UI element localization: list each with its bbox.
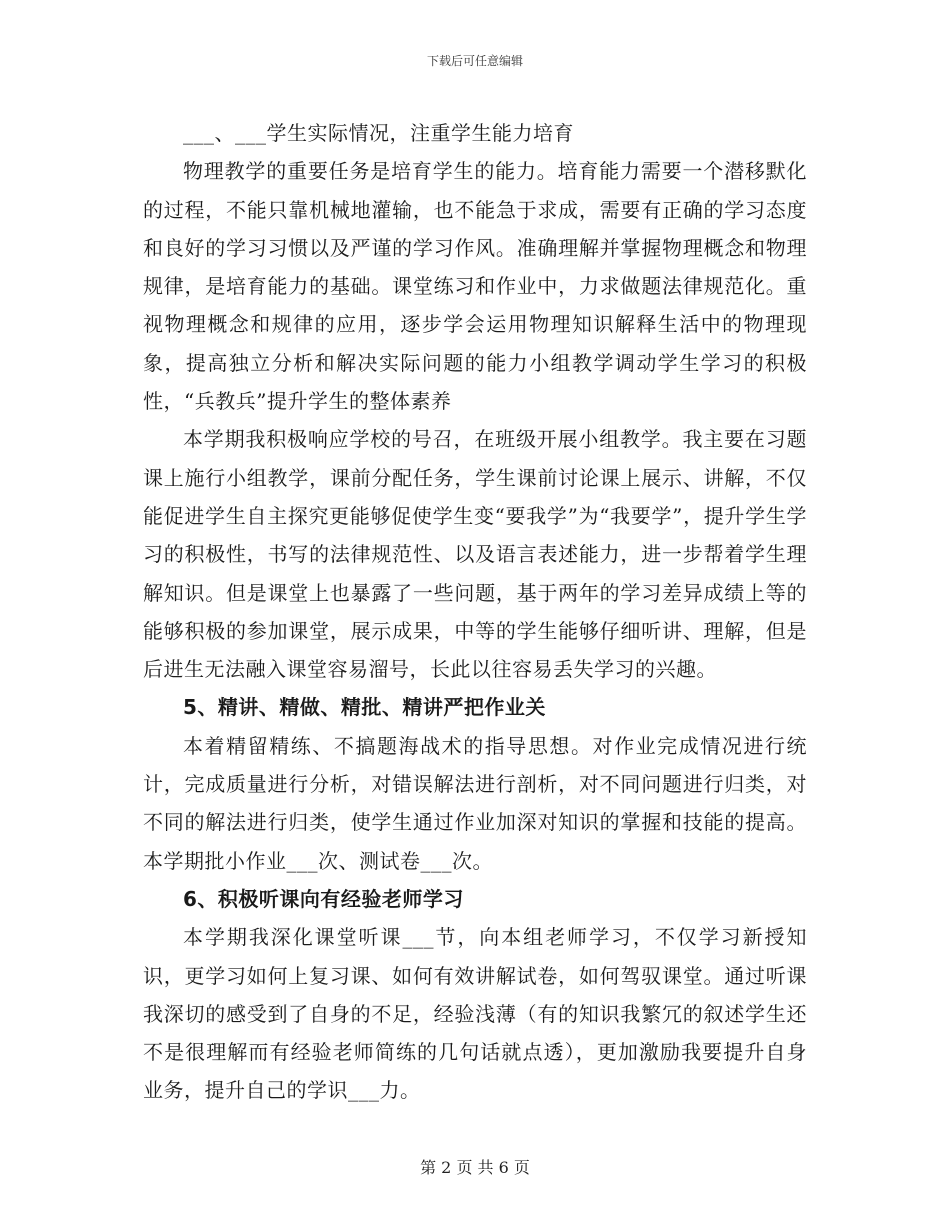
page-header: 下载后可任意编辑 bbox=[426, 54, 523, 68]
paragraph-ability-training: 物理教学的重要任务是培育学生的能力。培育能力需要一个潜移默化的过程，不能只靠机械地灌输，也不能急于求成，需要有正确的学习态度和良好的学习习惯以及严谨的学习作风。准确理解并掌握物理概念和物理规律，是培育能力的基础。课堂练习和作业中，力求做题法律规范化。重视物理概念和规律的应用，逐步学会运用物理知识解释生活中的物理现象，提高独立分析和解决实际问题的能力小组教学调动学生学习的积极性，“兵教兵”提升学生的整体素养 bbox=[143, 159, 807, 414]
section-heading-student-ability: ___、___学生实际情况，注重学生能力培育 bbox=[183, 121, 574, 145]
paragraph-group-teaching: 本学期我积极响应学校的号召，在班级开展小组教学。我主要在习题课上施行小组教学，课前分配任务，学生课前讨论课上展示、讲解，不仅能促进学生自主探究更能够促使学生变“要我学”为“我要学”，提升学生学习的积极性，书写的法律规范性、以及语言表述能力，进一步帮着学生理解知识。但是课堂上也暴露了一些问题，基于两年的学习差异成绩上等的能够积极的参加课堂，展示成果，中等的学生能够仔细听讲、理解，但是后进生无法融入课堂容易溜号，长此以往容易丢失学习的兴趣。 bbox=[143, 427, 807, 682]
section-heading-homework: 5、精讲、精做、精批、精讲严把作业关 bbox=[183, 695, 546, 720]
paragraph-lesson-observation: 本学期我深化课堂听课___节，向本组老师学习，不仅学习新授知识，更学习如何上复习课、如何有效讲解试卷，如何驾驭课堂。通过听课我深切的感受到了自身的不足，经验浅薄（有的知识我繁冗的叙述学生还不是很理解而有经验老师简练的几句话就点透），更加激励我要提升自身业务，提升自己的学识___力。 bbox=[143, 925, 807, 1103]
page-number: 第 2 页 共 6 页 bbox=[420, 1158, 530, 1177]
document-body bbox=[143, 114, 807, 1110]
section-heading-lesson-observation: 6、积极听课向有经验老师学习 bbox=[183, 886, 464, 911]
paragraph-homework: 本着精留精练、不搞题海战术的指导思想。对作业完成情况进行统计，完成质量进行分析，对错误解法进行剖析，对不同问题进行归类，对不同的解法进行归类，使学生通过作业加深对知识的掌握和技能的提高。本学期批小作业___次、测试卷___次。 bbox=[143, 733, 807, 873]
